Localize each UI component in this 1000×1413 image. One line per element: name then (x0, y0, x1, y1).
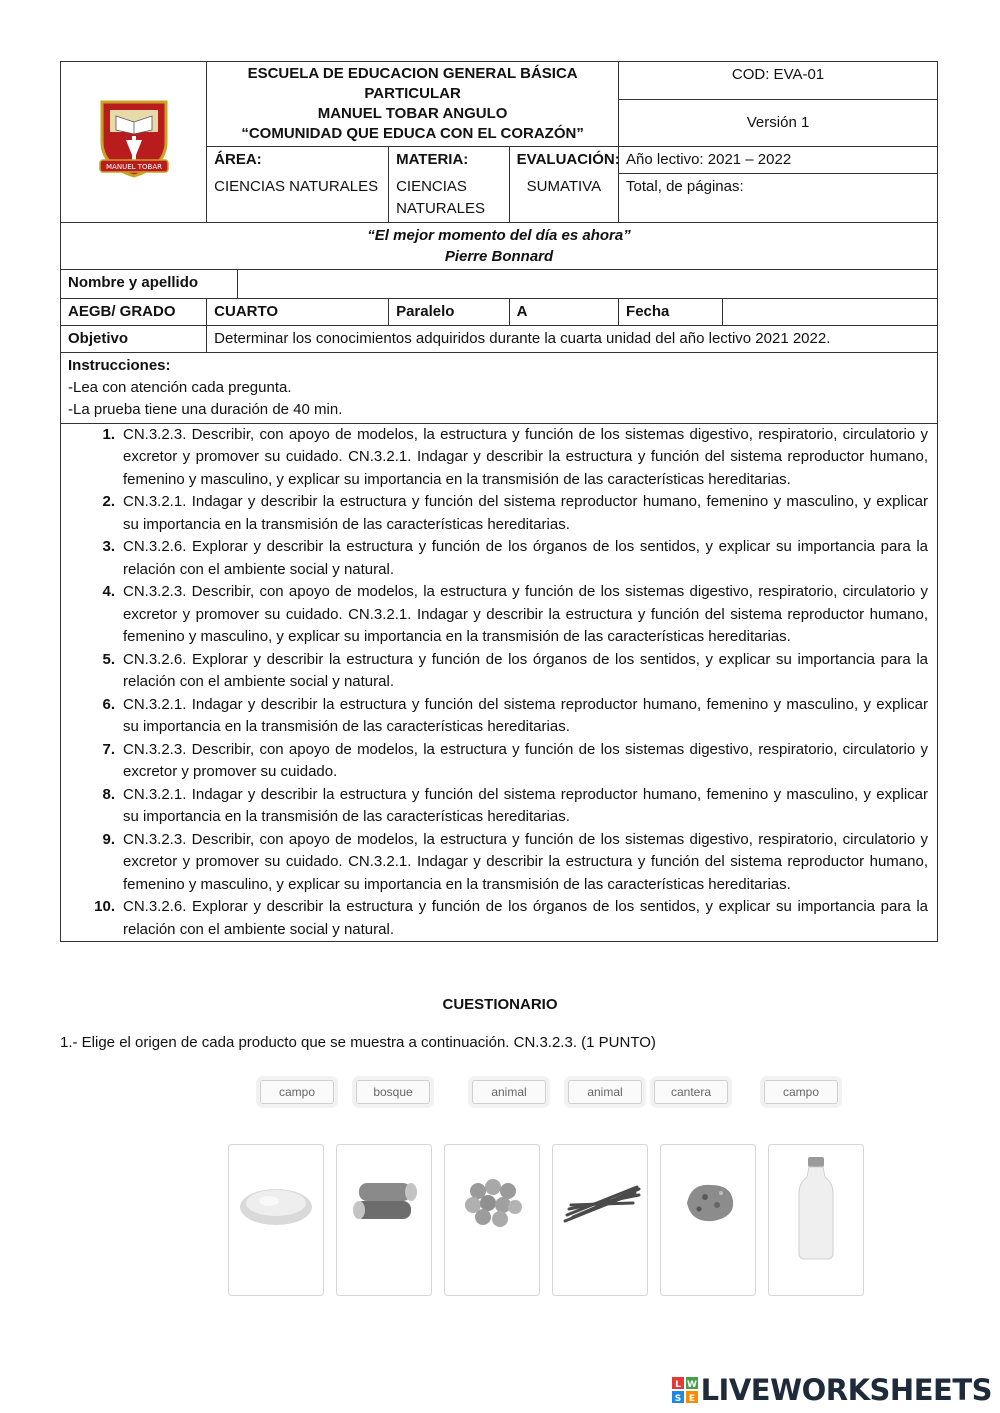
evaluacion-value: SUMATIVA (509, 174, 618, 223)
version-cell: Versión 1 (619, 100, 938, 147)
standard-item: 5. CN.3.2.6. Explorar y describir la estructura y función de los órganos de los sentidos, y explicar su importancia para la relación con el ambiente social y natural. (102, 650, 928, 690)
evaluation-sheet (60, 61, 938, 942)
drop-card-rice[interactable] (228, 1144, 324, 1296)
standard-item: 6. CN.3.2.1. Indagar y describir la estructura y función del sistema reproductor humano, femenino y masculino, y explicar su importancia en la transmisión de las características hereditarias. (102, 695, 928, 735)
svg-text:W: W (686, 1380, 697, 1390)
drag-drop-activity (210, 1072, 870, 1302)
area-label-cell (207, 147, 389, 174)
rice-grains-icon (229, 1145, 323, 1295)
nombre-label: Nombre y apellido (61, 269, 238, 298)
school-shield-logo (96, 96, 172, 180)
option-tag-animal[interactable]: animal (472, 1080, 546, 1104)
code-cell: COD: EVA-01 (619, 62, 938, 100)
instructions-title: Instrucciones: (68, 356, 171, 374)
paralelo-value: A (509, 298, 618, 325)
year-cell: Año lectivo: 2021 – 2022 (619, 147, 938, 174)
milk-bottle-icon (769, 1145, 863, 1295)
questionnaire-title: CUESTIONARIO (442, 996, 558, 1013)
sticks-icon (553, 1145, 647, 1295)
objetivo-value: Determinar los conocimientos adquiridos durante la cuarta unidad del año lectivo 2021 2022. (207, 325, 938, 352)
liveworksheets-brand (672, 1373, 992, 1407)
school-motto: “COMUNIDAD QUE EDUCA CON EL CORAZÓN” (241, 125, 584, 142)
option-tag-cantera[interactable]: cantera (654, 1080, 728, 1104)
standard-item: 1. CN.3.2.3. Describir, con apoyo de modelos, la estructura y función de los sistemas digestivo, respiratorio, circulatorio y excretor y promover su cuidado. CN.3.2.1. Indagar y describir la estructura y función del sistema reproductor humano, femenino y masculino, y explicar su importancia en la transmisión de las características hereditarias. (102, 425, 928, 488)
eggs-icon (445, 1145, 539, 1295)
instruction-line: -La prueba tiene una duración de 40 min. (68, 400, 343, 418)
paralelo-label: Paralelo (389, 298, 510, 325)
drop-card-stone[interactable] (660, 1144, 756, 1296)
drop-card-milk[interactable] (768, 1144, 864, 1296)
drop-card-eggs[interactable] (444, 1144, 540, 1296)
materia-label-cell (389, 147, 510, 174)
option-tag-campo[interactable]: campo (260, 1080, 334, 1104)
evaluacion-label: EVALUACIÓN: (509, 147, 618, 174)
standard-item: 4. CN.3.2.3. Describir, con apoyo de modelos, la estructura y función de los sistemas digestivo, respiratorio, circulatorio y excretor y promover su cuidado. CN.3.2.1. Indagar y describir la estructura y función del sistema reproductor humano, femenino y masculino, y explicar su importancia en la transmisión de las características hereditarias. (102, 583, 928, 645)
liveworksheets-logo-icon (672, 1377, 698, 1403)
drop-card-sticks[interactable] (552, 1144, 648, 1296)
objetivo-label: Objetivo (61, 325, 207, 352)
standards-list (61, 424, 930, 942)
standard-item: 7. CN.3.2.3. Describir, con apoyo de modelos, la estructura y función de los sistemas digestivo, respiratorio, circulatorio y excretor y promover su cuidado. (102, 740, 928, 780)
area-label: ÁREA: (214, 151, 262, 168)
svg-text:L: L (674, 1380, 681, 1390)
school-line-1: ESCUELA DE EDUCACION GENERAL BÁSICA PARTICULAR (247, 65, 578, 102)
quote-text: “El mejor momento del día es ahora” (367, 226, 631, 244)
svg-text:MANUEL TOBAR: MANUEL TOBAR (105, 163, 162, 172)
grado-label: AEGB/ GRADO (61, 298, 207, 325)
pages-cell: Total, de páginas: (619, 174, 938, 223)
standard-item: 3. CN.3.2.6. Explorar y describir la estructura y función de los órganos de los sentidos, y explicar su importancia para la relación con el ambiente social y natural. (102, 538, 928, 578)
stone-icon (661, 1145, 755, 1295)
question-1-text: 1.- Elige el origen de cada producto que se muestra a continuación. CN.3.2.3. (1 PUNTO) (60, 1034, 656, 1051)
svg-text:S: S (674, 1394, 681, 1403)
grado-value: CUARTO (207, 298, 389, 325)
instructions-cell (61, 352, 938, 423)
school-name-cell (207, 62, 619, 147)
standards-cell (61, 423, 938, 942)
drop-card-wood[interactable] (336, 1144, 432, 1296)
standard-item: 10. CN.3.2.6. Explorar y describir la estructura y función de los órganos de los sentidos, y explicar su importancia para la relación con el ambiente social y natural. (94, 898, 928, 938)
nombre-field[interactable] (237, 269, 937, 298)
quote-author: Pierre Bonnard (444, 247, 554, 265)
instruction-line: -Lea con atención cada pregunta. (68, 378, 292, 396)
standard-item: 9. CN.3.2.3. Describir, con apoyo de modelos, la estructura y función de los sistemas digestivo, respiratorio, circulatorio y excretor y promover su cuidado. CN.3.2.1. Indagar y describir la estructura y función del sistema reproductor humano, femenino y masculino, y explicar su importancia en la transmisión de las características hereditarias. (102, 830, 928, 893)
quote-cell (61, 222, 938, 269)
materia-value: CIENCIAS NATURALES (389, 174, 510, 223)
area-value: CIENCIAS NATURALES (207, 174, 389, 223)
option-tag-campo[interactable]: campo (764, 1080, 838, 1104)
svg-text:E: E (688, 1394, 695, 1403)
school-logo-cell (61, 62, 207, 223)
wood-logs-icon (337, 1145, 431, 1295)
standard-item: 8. CN.3.2.1. Indagar y describir la estructura y función del sistema reproductor humano, femenino y masculino, y explicar su importancia en la transmisión de las características hereditarias. (102, 785, 928, 825)
school-line-2: MANUEL TOBAR ANGULO (317, 105, 508, 122)
option-tag-bosque[interactable]: bosque (356, 1080, 430, 1104)
brand-name: LIVEWORKSHEETS (700, 1373, 992, 1407)
option-tag-animal[interactable]: animal (568, 1080, 642, 1104)
fecha-field[interactable] (723, 298, 938, 325)
materia-label: MATERIA: (396, 151, 469, 168)
fecha-label: Fecha (619, 298, 723, 325)
header-table (60, 61, 938, 942)
standard-item: 2. CN.3.2.1. Indagar y describir la estructura y función del sistema reproductor humano, femenino y masculino, y explicar su importancia en la transmisión de las características hereditarias. (102, 493, 928, 533)
